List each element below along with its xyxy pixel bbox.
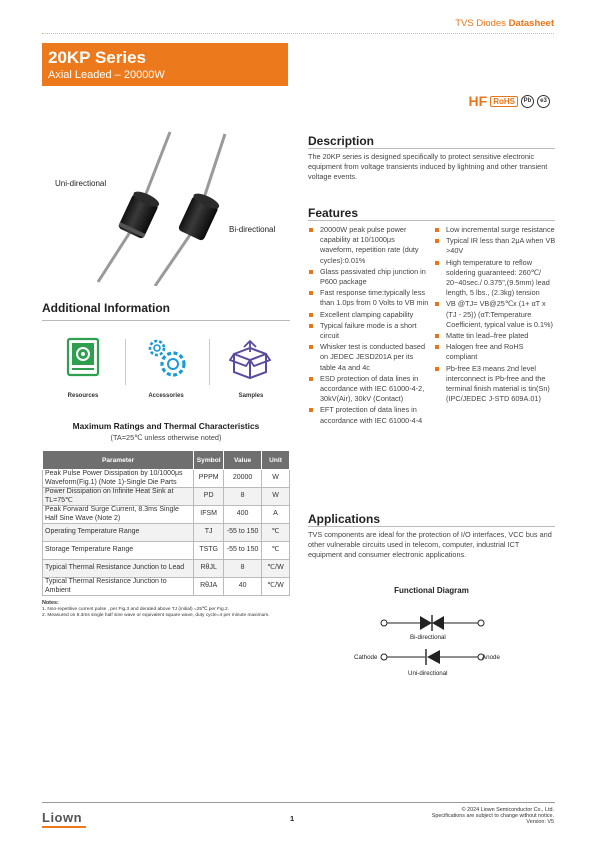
applications-text: TVS components are ideal for the protection of I/O interfaces, VCC bus and other vulnerable circuits used in telecom, computer, industrial ICT equipment and consumer electronic applications. (308, 530, 552, 559)
note-2: 2. Measured on 8.3ms single half sine wave or equivalent square wave, duty cycle=4 per minute maximum. (42, 613, 270, 618)
list-item: Low incremental surge resistance (434, 225, 556, 235)
col-header-unit: Unit (262, 451, 290, 470)
footer-version: Version: V5 (526, 819, 554, 825)
table-row (43, 470, 290, 488)
applications-rule (308, 526, 555, 527)
list-item: Excellent clamping capability (308, 310, 430, 320)
e3-badge: e3 (537, 95, 550, 108)
accessories-label[interactable]: Accessories (148, 393, 184, 399)
functional-diagram-title: Functional Diagram (394, 586, 469, 595)
additional-info-title: Additional Information (42, 301, 170, 315)
cell-unit: A (262, 506, 290, 524)
cell-unit: ℃/W (262, 578, 290, 596)
description-rule (308, 148, 555, 149)
header-product-line (455, 18, 554, 29)
list-item: Typical failure mode is a short circuit (308, 321, 430, 341)
additional-info-rule (42, 320, 290, 321)
ratings-table-wrap (42, 450, 290, 596)
diagram-bi-label: Bi-directional (410, 634, 446, 641)
rohs-badge: RoHS (490, 96, 518, 107)
table-row (43, 578, 290, 596)
table-row (43, 488, 290, 506)
col-header-symbol: Symbol (194, 451, 224, 470)
list-item: Whisker test is conducted based on JEDEC JESD201A per its table 4a and 4c (308, 342, 430, 373)
cell-value: 20000 (224, 470, 262, 488)
list-item: Matte tin lead–free plated (434, 331, 556, 341)
cell-param: Power Dissipation on Infinite Heat Sink at TL=75℃ (43, 488, 194, 506)
list-item: High temperature to reflow soldering guaranteed: 260℃/ 20~40sec./ 0.375",(9.5mm) lead length, 5 lbs., (2.3kg) tension (434, 258, 556, 299)
cell-value: 8 (224, 560, 262, 578)
ratings-table (42, 450, 290, 596)
icon-divider-1 (125, 339, 126, 385)
samples-icon[interactable] (229, 338, 271, 385)
ratings-notes (42, 600, 292, 620)
footer-right (432, 807, 554, 825)
compliance-badges (469, 93, 550, 109)
cell-param: Typical Thermal Resistance Junction to Ambient (43, 578, 194, 596)
features-list-right (434, 225, 556, 405)
applications-title: Applications (308, 512, 381, 526)
list-item: Fast response time:typically less than 1.0ps from 0 Volts to VB min (308, 288, 430, 308)
cell-param: Operating Temperature Range (43, 524, 194, 542)
ratings-subtitle: (TA=25℃ unless otherwise noted) (110, 433, 222, 442)
list-item: Glass passivated chip junction in P600 package (308, 267, 430, 287)
list-item: EFT protection of data lines in accordance with IEC 61000-4-4 (308, 405, 430, 425)
label-bi-directional: Bi-directional (229, 225, 276, 234)
series-banner (42, 43, 288, 86)
list-item: 20000W peak pulse power capability at 10/1000μs waveform, repetition rate (duty cycles):0.01% (308, 225, 430, 266)
cell-param: Peak Forward Surge Current, 8.3ms Single Half Sine Wave (Note 2) (43, 506, 194, 524)
features-title: Features (308, 206, 359, 220)
description-title: Description (308, 134, 375, 148)
cell-unit: ℃/W (262, 560, 290, 578)
logo-underline (42, 826, 86, 828)
cell-symbol: TJ (194, 524, 224, 542)
diagram-anode-label: Anode (482, 654, 500, 661)
cell-unit: ℃ (262, 524, 290, 542)
footer-notice: Specifications are subject to change without notice. (431, 813, 554, 819)
label-uni-directional: Uni-directional (55, 179, 107, 188)
logo-text: Liown (42, 810, 83, 825)
list-item: Halogen free and RoHS compliant (434, 342, 556, 362)
cell-symbol: IFSM (194, 506, 224, 524)
pb-free-badge: Pb (521, 95, 534, 108)
footer-copyright: © 2024 Liown Semiconductor Co., Ltd. (461, 807, 554, 813)
cell-value: -55 to 150 (224, 542, 262, 560)
cell-symbol: RθJL (194, 560, 224, 578)
cell-symbol: PD (194, 488, 224, 506)
series-subtitle: Axial Leaded – 20000W (48, 69, 165, 81)
page-number: 1 (290, 814, 295, 823)
cell-value: 40 (224, 578, 262, 596)
col-header-value: Value (224, 451, 262, 470)
table-row (43, 542, 290, 560)
cell-symbol: RθJA (194, 578, 224, 596)
header-doc-type: Datasheet (508, 18, 554, 29)
hf-badge: HF (468, 93, 488, 109)
accessories-icon[interactable] (143, 338, 191, 385)
note-1: 1. Non-repetitive current pulse , per Fig.3 and derated above TJ (initial) =25℃ per Fig.2. (42, 606, 230, 612)
icon-divider-2 (209, 339, 210, 385)
features-rule (308, 220, 555, 221)
footer-rule (42, 802, 555, 803)
cell-unit: W (262, 470, 290, 488)
list-item: Typical IR less than 2μA when VB >40V (434, 236, 556, 256)
list-item: ESD protection of data lines in accordance with IEC 61000-4-2, 30kV(Air), 30kV (Contact) (308, 374, 430, 405)
ratings-header-row (43, 451, 290, 470)
cell-value: 400 (224, 506, 262, 524)
diagram-cathode-label: Cathode (354, 654, 378, 661)
footer-logo (42, 810, 86, 828)
samples-label[interactable]: Samples (238, 393, 264, 399)
cell-unit: W (262, 488, 290, 506)
table-row (43, 524, 290, 542)
cell-unit: ℃ (262, 542, 290, 560)
resources-label[interactable]: Resources (67, 393, 99, 399)
description-text: The 20KP series is designed specifically to protect sensitive electronic equipment from voltage transients induced by lightning and other transient voltage events. (308, 152, 548, 181)
cell-symbol: TSTG (194, 542, 224, 560)
series-title: 20KP Series (48, 48, 146, 67)
list-item: VB @TJ= VB@25℃x (1+ αT x (TJ - 25)) (αT:Temperature Coefficient, typical value is 0.1%) (434, 299, 556, 330)
table-row (43, 560, 290, 578)
ratings-heading (42, 421, 290, 442)
col-header-parameter: Parameter (43, 451, 194, 470)
cell-param: Peak Pulse Power Dissipation by 10/1000μs Waveform(Fig.1) (Note 1)-Single Die Parts (43, 470, 194, 488)
cell-param: Storage Temperature Range (43, 542, 194, 560)
cell-param: Typical Thermal Resistance Junction to Lead (43, 560, 194, 578)
resources-icon[interactable] (66, 337, 100, 384)
cell-value: -55 to 150 (224, 524, 262, 542)
product-photo (42, 124, 293, 286)
features-list-left (308, 225, 430, 427)
notes-title: Notes: (42, 600, 59, 606)
table-row (43, 506, 290, 524)
diode-illustration (42, 124, 293, 286)
list-item: Pb-free E3 means 2nd level interconnect is Pb-free and the terminal finish material is tin(Sn) (IPC/JEDEC J-STD 609A.01) (434, 364, 556, 405)
cell-symbol: PPPM (194, 470, 224, 488)
header-divider (42, 33, 554, 34)
cell-value: 8 (224, 488, 262, 506)
diagram-uni-label: Uni-directional (408, 670, 448, 677)
header-product-text: TVS Diodes (455, 18, 506, 29)
ratings-title: Maximum Ratings and Thermal Characteristics (72, 421, 260, 431)
